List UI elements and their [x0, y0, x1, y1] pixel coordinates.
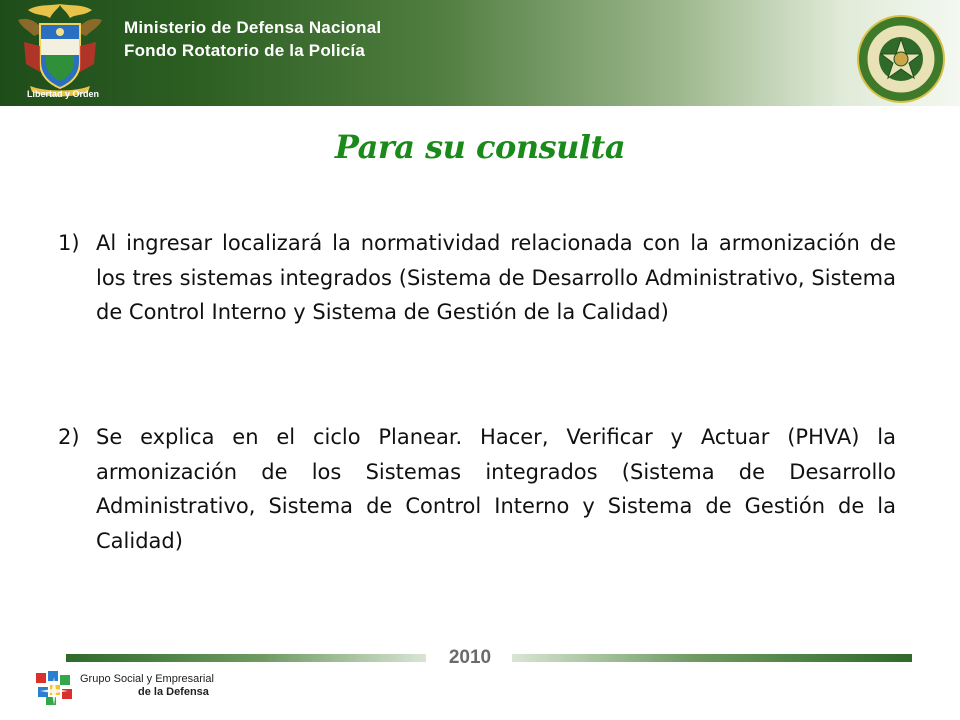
gse-defensa-logo-icon — [34, 669, 74, 707]
list-item-text: Se explica en el ciclo Planear. Hacer, Verificar y Actuar (PHVA) la armonización de los Sistemas integrados (Sistema de Desarrollo Administrativo, Sistema de Control Interno y Sistema de Gestión de la Calidad) — [96, 425, 896, 553]
list-item-number: 2) — [58, 425, 80, 449]
coat-of-arms-caption: Libertad y Orden — [26, 89, 99, 99]
fund-title: Fondo Rotatorio de la Policía — [124, 41, 365, 60]
footer-year: 2010 — [448, 647, 492, 668]
group-name-line2: de la Defensa — [138, 686, 209, 698]
group-name-line1: Grupo Social y Empresarial — [80, 673, 214, 685]
footer-divider-left — [66, 654, 426, 662]
footer-divider-right — [512, 654, 912, 662]
list-item-number: 1) — [58, 231, 80, 255]
ministry-title: Ministerio de Defensa Nacional — [124, 18, 382, 37]
list-item — [58, 420, 896, 558]
slide-header — [0, 0, 960, 106]
slide-title: Para su consulta — [334, 128, 626, 166]
list-item — [58, 226, 896, 330]
list-item-text: Al ingresar localizará la normatividad relacionada con la armonización de los tres sistemas integrados (Sistema de Desarrollo Administrativo, Sistema de Control Interno y Sistema de Gestión de la Calidad) — [96, 231, 896, 324]
police-fund-seal-icon — [856, 14, 946, 104]
